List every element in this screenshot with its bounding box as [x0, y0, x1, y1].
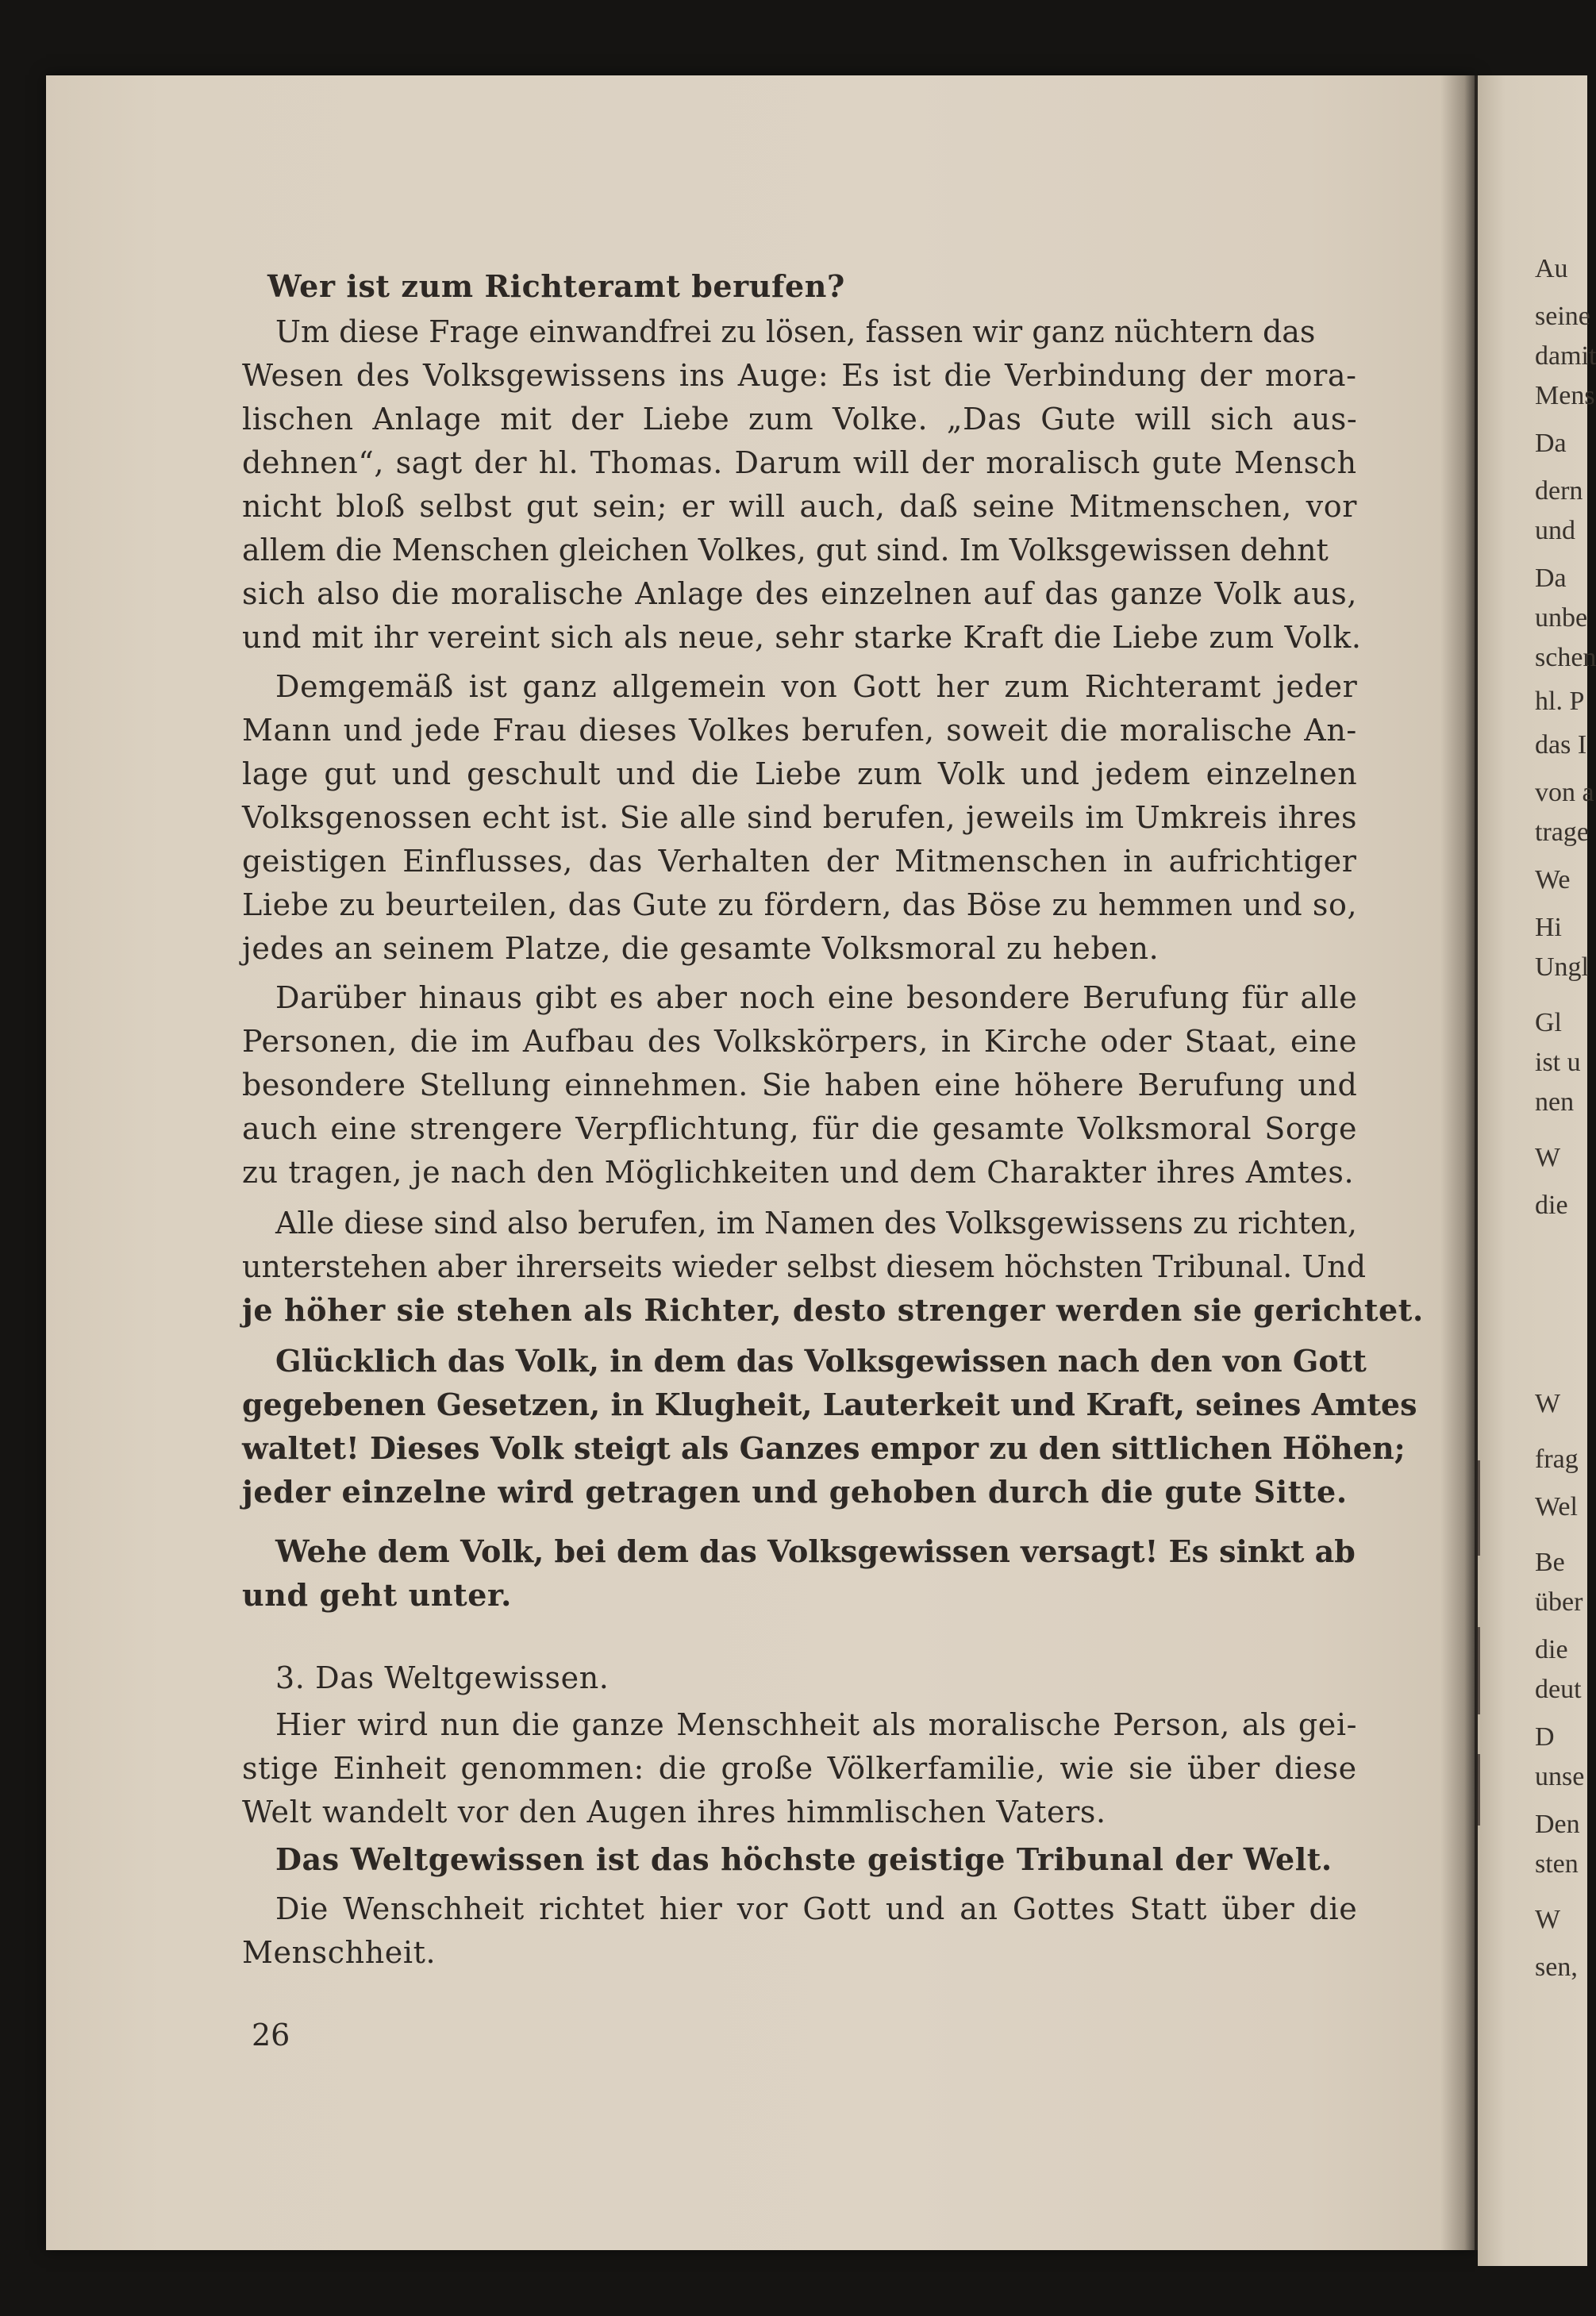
text-line: Alle diese sind also berufen, im Namen des Volksgewissens zu richten,: [275, 1206, 1357, 1241]
text-line: Darüber hinaus gibt es aber noch eine besondere Berufung für alle: [275, 980, 1358, 1015]
text-line: Um diese Frage einwandfrei zu lösen, fassen wir ganz nüchtern das: [275, 314, 1316, 349]
text-line: waltet! Dieses Volk steigt als Ganzes empor zu den sittlichen Höhen;: [242, 1430, 1406, 1466]
text-line: zu tragen, je nach den Möglichkeiten und dem Charakter ihres Amtes.: [242, 1155, 1355, 1190]
text-line: lage gut und geschult und die Liebe zum Volk und jedem einzelnen: [242, 756, 1358, 791]
text-line: Wesen des Volksgewissens ins Auge: Es ist die Verbindung der mora-: [242, 358, 1357, 393]
text-line: nicht bloß selbst gut sein; er will auch, daß seine Mitmenschen, vor: [242, 489, 1357, 524]
facing-page-fragment: Mens: [1535, 381, 1595, 410]
text-line: Das Weltgewissen ist das höchste geistige Tribunal der Welt.: [275, 1841, 1333, 1877]
facing-page-fragment: We: [1535, 865, 1571, 894]
facing-page-text: [1535, 0, 1596, 2316]
text-line: Welt wandelt vor den Augen ihres himmlischen Vaters.: [242, 1795, 1106, 1829]
text-line: Wehe dem Volk, bei dem das Volksgewissen versagt! Es sinkt ab: [275, 1533, 1356, 1569]
facing-page-fragment: Da: [1535, 429, 1567, 458]
subsection-heading: 3. Das Weltgewissen.: [275, 1660, 610, 1695]
facing-page-fragment: D: [1535, 1722, 1555, 1752]
facing-page-fragment: die: [1535, 1635, 1568, 1664]
text-line: stige Einheit genommen: die große Völkerfamilie, wie sie über diese: [242, 1751, 1357, 1786]
text-line: geistigen Einflusses, das Verhalten der Mitmenschen in aufrichtiger: [242, 844, 1357, 879]
page-text: [242, 0, 1424, 2316]
facing-page-fragment: Hi: [1535, 913, 1562, 942]
text-line: Glücklich das Volk, in dem das Volksgewissen nach den von Gott: [275, 1343, 1367, 1379]
text-line: Hier wird nun die ganze Menschheit als moralische Person, als gei-: [275, 1707, 1358, 1742]
facing-page-fragment: sten: [1535, 1849, 1579, 1879]
facing-page-fragment: W: [1535, 1905, 1561, 1934]
text-line: gegebenen Gesetzen, in Klugheit, Lauterkeit und Kraft, seines Amtes: [242, 1387, 1417, 1422]
facing-page-fragment: Au: [1535, 254, 1568, 283]
facing-page-fragment: schen: [1535, 643, 1596, 672]
text-line: lischen Anlage mit der Liebe zum Volke. „Das Gute will sich aus-: [242, 402, 1358, 437]
text-line: Liebe zu beurteilen, das Gute zu fördern, das Böse zu hemmen und so,: [242, 887, 1358, 922]
facing-page-fragment: das I: [1535, 730, 1587, 760]
facing-page-fragment: Da: [1535, 564, 1567, 593]
facing-page-fragment: damit: [1535, 341, 1596, 371]
facing-page-fragment: über: [1535, 1587, 1583, 1617]
facing-page-fragment: ist u: [1535, 1048, 1581, 1077]
facing-page-fragment: unse: [1535, 1762, 1585, 1791]
facing-page-fragment: nen: [1535, 1087, 1575, 1117]
facing-page-fragment: unbe: [1535, 603, 1588, 633]
text-line: Mann und jede Frau dieses Volkes berufen, soweit die moralische An-: [242, 713, 1357, 748]
text-line: je höher sie stehen als Richter, desto strenger werden sie gerichtet.: [242, 1292, 1424, 1328]
text-line: Menschheit.: [242, 1935, 436, 1970]
facing-page-fragment: Wel: [1535, 1492, 1578, 1522]
facing-page-fragment: Be: [1535, 1548, 1565, 1577]
facing-page-fragment: Gl: [1535, 1008, 1562, 1037]
text-line: und mit ihr vereint sich als neue, sehr starke Kraft die Liebe zum Volk.: [242, 620, 1362, 655]
facing-page-fragment: frag: [1535, 1445, 1579, 1474]
text-line: unterstehen aber ihrerseits wieder selbst diesem höchsten Tribunal. Und: [242, 1249, 1367, 1284]
facing-page-fragment: und: [1535, 516, 1575, 545]
text-line: allem die Menschen gleichen Volkes, gut sind. Im Volksgewissen dehnt: [242, 533, 1329, 567]
facing-page-fragment: dern: [1535, 476, 1583, 506]
facing-page-fragment: Ungl: [1535, 952, 1589, 982]
facing-page-fragment: hl. P: [1535, 687, 1585, 716]
text-line: Demgemäß ist ganz allgemein von Gott her zum Richteramt jeder: [275, 669, 1358, 704]
text-line: sich also die moralische Anlage des einzelnen auf das ganze Volk aus,: [242, 576, 1358, 611]
text-line: jedes an seinem Platze, die gesamte Volksmoral zu heben.: [242, 931, 1160, 966]
text-line: Volksgenossen echt ist. Sie alle sind berufen, jeweils im Umkreis ihres: [242, 800, 1358, 835]
facing-page-fragment: sen,: [1535, 1952, 1578, 1982]
facing-page-fragment: von a: [1535, 778, 1594, 807]
book-gutter: [1440, 75, 1480, 2250]
facing-page-fragment: W: [1535, 1389, 1561, 1418]
section-heading: Wer ist zum Richteramt berufen?: [267, 268, 845, 304]
text-line: Personen, die im Aufbau des Volkskörpers, in Kirche oder Staat, eine: [242, 1024, 1358, 1059]
text-line: auch eine strengere Verpflichtung, für die gesamte Volksmoral Sorge: [242, 1111, 1358, 1146]
facing-page-fragment: Den: [1535, 1810, 1580, 1839]
facing-page-fragment: die: [1535, 1191, 1568, 1220]
text-line: dehnen“, sagt der hl. Thomas. Darum will der moralisch gute Mensch: [242, 445, 1357, 480]
page-number: 26: [252, 2018, 290, 2052]
facing-page-fragment: seine: [1535, 302, 1590, 331]
text-line: besondere Stellung einnehmen. Sie haben eine höhere Berufung und: [242, 1068, 1358, 1102]
text-line: jeder einzelne wird getragen und gehoben durch die gute Sitte.: [242, 1474, 1348, 1510]
text-line: Die Wenschheit richtet hier vor Gott und an Gottes Statt über die: [275, 1891, 1358, 1926]
facing-page-fragment: W: [1535, 1143, 1561, 1172]
text-line: und geht unter.: [242, 1577, 512, 1613]
facing-page-fragment: deut: [1535, 1675, 1582, 1704]
facing-page-fragment: trage: [1535, 818, 1589, 847]
